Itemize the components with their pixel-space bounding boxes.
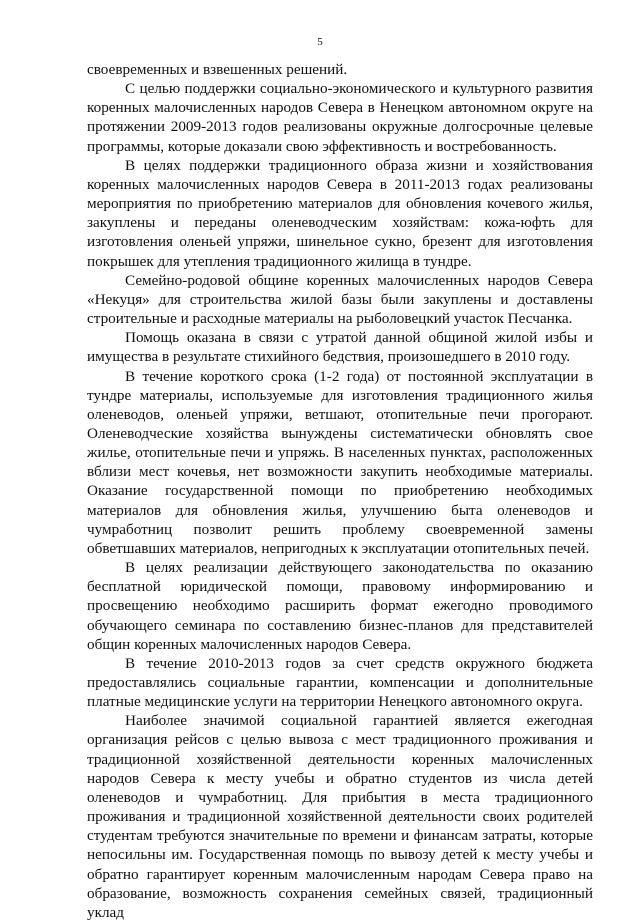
paragraph-materials-wear: В течение короткого срока (1-2 года) от постоянной эксплуатации в тундре материалы, используемые для изготовления традиционного жилья оленеводов, оленьей упряжи, ветшают, отопительные печи прогорают. Оленеводческие хозяйства вынуждены систематически обновлять свое жилье, отопительные печи и упряжь. В населенных пунктах, расположенных вблизи мест кочевья, нет возможности закупить необходимые материалы. Оказание государственной помощи по приобретению необходимых материалов для обновления жилья, улучшению быта оленеводов и чумработниц позволит решить проблему своевременной замены обветшавших материалов, непригодных к эксплуатации отопительных печей.: [87, 367, 593, 557]
page-number: 5: [317, 36, 323, 48]
paragraph-social-guarantees: В течение 2010-2013 годов за счет средств окружного бюджета предоставлялись социальные гарантии, компенсации и дополнительные платные медицинские услуги на территории Ненецкого автономного округа.: [87, 654, 593, 711]
paragraph-programs: С целью поддержки социально-экономического и культурного развития коренных малочисленных народов Севера в Ненецком автономном округе на протяжении 2009-2013 годов реализованы окружные долгосрочные целевые программы, которые доказали свою эффективность и востребованность.: [87, 80, 593, 155]
body-text: [87, 60, 593, 922]
paragraph-continuation: своевременных и взвешенных решений.: [87, 61, 348, 78]
paragraph-legal-aid: В целях реализации действующего законодательства по оказанию бесплатной юридической помощи, правовому информированию и просвещению необходимо расширить формат ежегодно проводимого обучающего семинара по составлению бизнес-планов для представителей общин коренных малочисленных народов Севера.: [87, 559, 593, 653]
paragraph-community-nekutsya: Семейно-родовой общине коренных малочисленных народов Севера «Некуця» для строительства жилой базы были закуплены и доставлены строительные и расходные материалы на рыболовецкий участок Песчанка.: [87, 271, 593, 328]
paragraph-student-transport: Наиболее значимой социальной гарантией является ежегодная организация рейсов с целью вывоза с мест традиционного проживания и традиционной хозяйственной деятельности коренных малочисленных народов Севера к месту учебы и обратно студентов из числа детей оленеводов и чумработниц. Для прибытия в места традиционного проживания и традиционной хозяйственной деятельности своих родителей студентам требуются значительные по времени и финансам затраты, которые непосильны им. Государственная помощь по вывозу детей к месту учебы и обратно гарантирует коренным малочисленным народам Севера право на образование, возможность сохранения семейных связей, традиционный уклад: [87, 712, 593, 921]
paragraph-disaster-aid: Помощь оказана в связи с утратой данной общиной жилой избы и имущества в результате стихийного бедствия, произошедшего в 2010 году.: [87, 329, 593, 366]
paragraph-nomad-housing: В целях поддержки традиционного образа жизни и хозяйствования коренных малочисленных народов Севера в 2011-2013 годах реализованы мероприятия по приобретению материалов для обновления кочевого жилья, закуплены и переданы оленеводческим хозяйствам: кожа-юфть для изготовления оленьей упряжи, шинельное сукно, брезент для изготовления покрышек для утепления традиционного жилища в тундре.: [87, 156, 593, 270]
